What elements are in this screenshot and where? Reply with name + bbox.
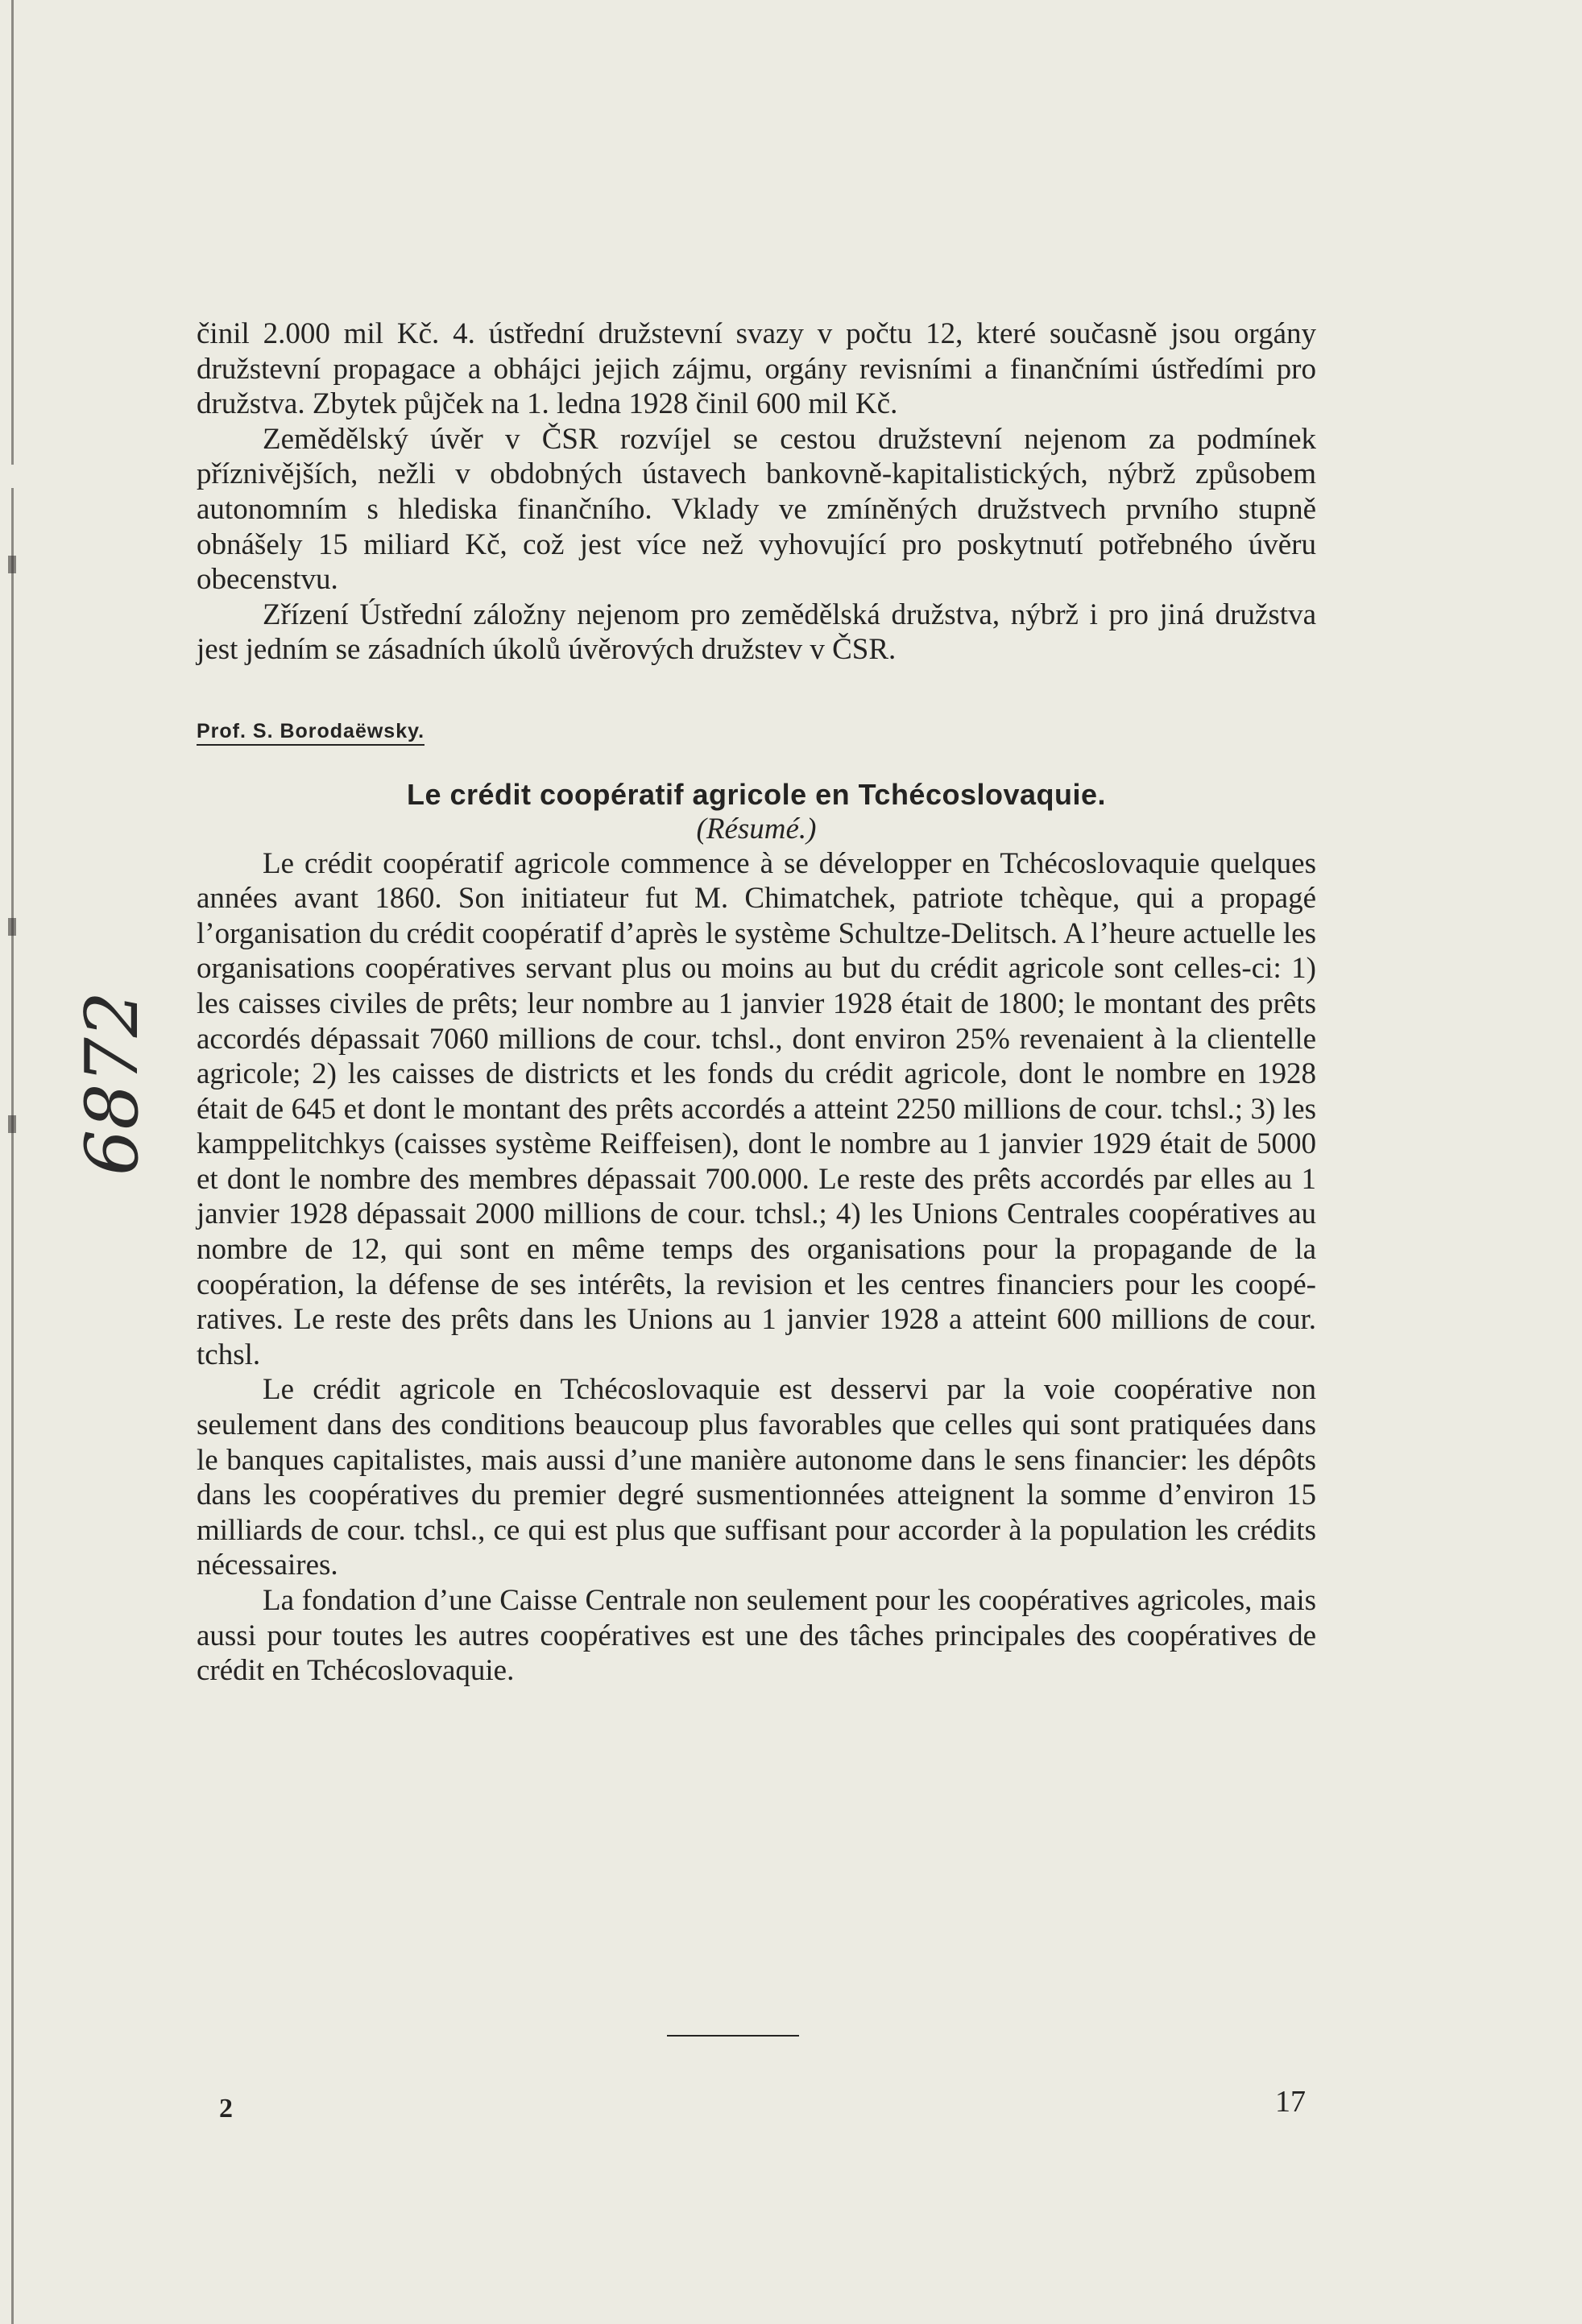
french-paragraph: Le crédit coopératif agricole commence à se développer en Tchécoslovaquie quelques années avant 1860. Son initiateur fut M. Chimatchek, patriote tchèque, qui a propagé l’organisation du crédit coopératif d’après le système Schultze-Delitsch. A l’heure actuelle les organisations coopératives servant plus ou moins au but du crédit agricole sont celles-ci: 1) les caisses civiles de prêts; leur nombre au 1 janvier 1928 était de 1800; le montant des prêts accordés dépassait 7060 millions de cour. tchsl., dont environ 25% revenaient à la clientelle agricole; 2) les caisses de districts et les fonds du crédit agricole, dont le nombre en 1928 était de 645 et dont le montant des prêts accordés a atteint 2250 millions de cour. tchsl.; 3) les kamppelitchkys (caisses système Reiffeisen), dont le nombre au 1 janvier 1929 était de 5000 et dont le nombre des membres dépassait 700.000. Le reste des prêts accordés par elles au 1 janvier 1928 dépassait 2000 millions de cour. tchsl.; 4) les Unions Centrales coopératives au nombre de 12, qui sont en même temps des organisations pour la propagande de la coopération, la défense de ses intérêts, la revision et les centres financiers pour les coopératives. Le reste des prêts dans les Unions au 1 janvier 1928 a atteint 600 millions de cour. tchsl. — [197, 846, 1316, 1371]
handwritten-note-text: 6872 — [70, 990, 155, 1176]
page-number: 17 — [1275, 2085, 1306, 2119]
article-subtitle: (Résumé.) — [696, 812, 817, 846]
signature-mark: 2 — [219, 2094, 233, 2123]
edge-mark — [8, 1115, 16, 1133]
handwritten-note — [56, 962, 169, 1204]
french-paragraph: Le crédit agricole en Tchécoslovaquie est desservi par la voie coopérative non seulement dans des conditions beaucoup plus favorables que celles qui sont pratiquées dans le banques capitalistes, mais aussi d’une manière autonome dans le sens financier: les dépôts dans les coopératives du premier degré susmentionnées atteignent la somme d’environ 15 milliards de cour. tchsl., ce qui est plus que suffisant pour accorder à la population les crédits nécessaires. — [197, 1373, 1316, 1582]
czech-paragraph: Zřízení Ústřední záložny nejenom pro zemědělská družstva, nýbrž i pro jiná družstva jest jedním se zásadních úkolů úvěrových družstev v ČSR. — [197, 598, 1316, 667]
article-title: Le crédit coopératif agricole en Tchécoslovaquie. — [406, 777, 1107, 811]
czech-paragraph: činil 2.000 mil Kč. 4. ústřední družstevní svazy v počtu 12, které současně jsou orgány družstevní propagace a obhájci jejich zájmu, orgány revisními a finančními ústředími pro družstva. Zbytek půjček na 1. ledna 1928 činil 600 mil Kč. — [197, 317, 1316, 421]
edge-mark — [8, 918, 16, 936]
left-margin-rule — [11, 0, 14, 2324]
footer-separator — [667, 2035, 799, 2037]
edge-mark — [8, 556, 16, 573]
french-paragraph: La fondation d’une Caisse Centrale non seulement pour les coopératives agricoles, mais aussi pour toutes les autres coopératives est une des tâches principales des coopératives de crédit en Tchécoslovaquie. — [197, 1584, 1316, 1688]
czech-paragraph: Zemědělský úvěr v ČSR rozvíjel se cestou družstevní nejenom za podmínek příznivějších, nežli v obdobných ústavech bankovně-kapitalistických, nýbrž způsobem autonomním s hlediska finančního. Vklady ve zmíněných družstvech prvního stupně obnášely 15 miliard Kč, což jest více než vyhovující pro poskytnutí potřebného úvěru obecenstvu. — [197, 422, 1316, 597]
text-column — [197, 316, 1316, 1689]
author-name: Prof. S. Borodaëwsky. — [197, 720, 424, 746]
author-line — [197, 714, 1316, 750]
